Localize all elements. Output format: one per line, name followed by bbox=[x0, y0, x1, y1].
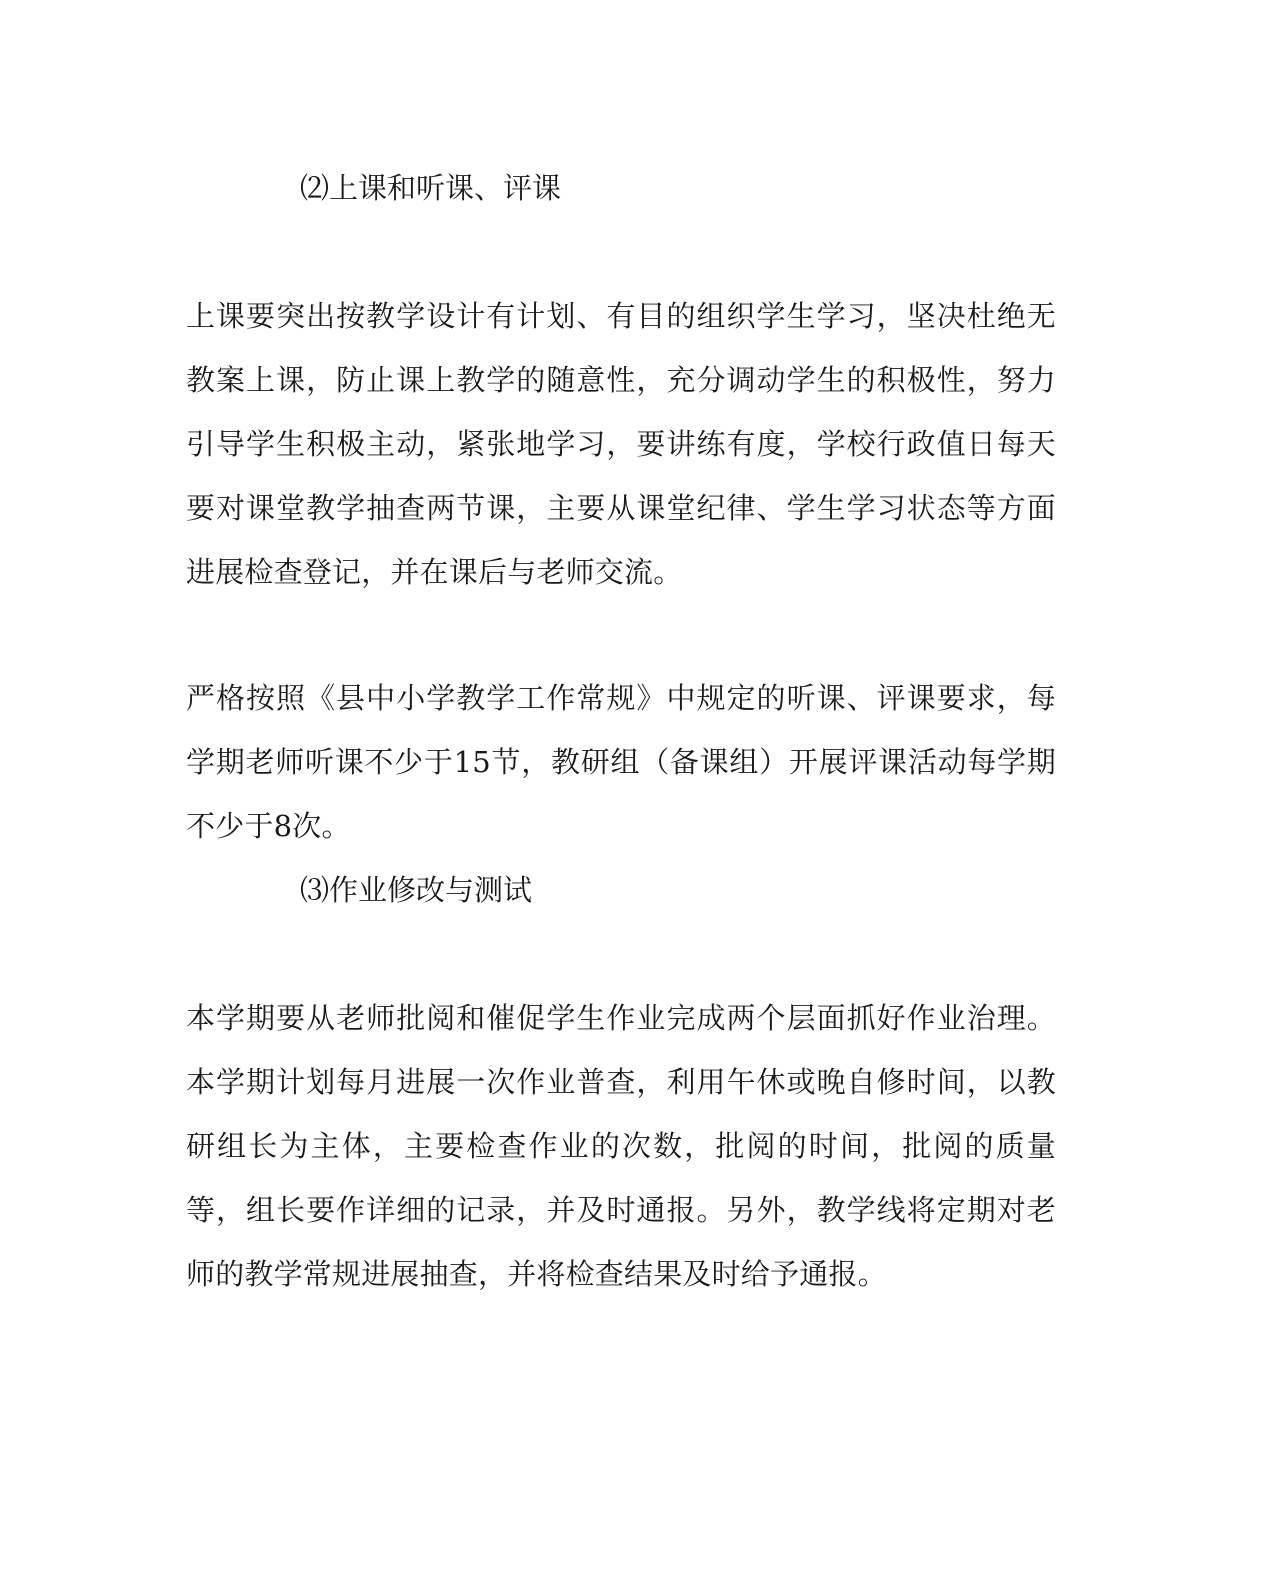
section-title: 上课和听课、评课 bbox=[329, 171, 562, 205]
section-heading-2 bbox=[300, 168, 561, 208]
paragraph-lesson-observation: 严格按照《县中小学教学工作常规》中规定的听课、评课要求，每学期老师听课不少于15节，教研组（备课组）开展评课活动每学期不少于8次。 bbox=[186, 681, 1056, 843]
section-number: ⑵ bbox=[300, 171, 330, 205]
section-number: ⑶ bbox=[300, 873, 330, 907]
paragraph-homework-management: 本学期要从老师批阅和催促学生作业完成两个层面抓好作业治理。本学期计划每月进展一次作业普查，利用午休或晚自修时间，以教研组长为主体，主要检查作业的次数，批阅的时间，批阅的质量等，组长要作详细的记录，并及时通报。另外，教学线将定期对老师的教学常规进展抽查，并将检查结果及时给予通报。 bbox=[186, 1001, 1056, 1291]
section-heading-3 bbox=[300, 870, 532, 910]
paragraph-class-teaching: 上课要突出按教学设计有计划、有目的组织学生学习，坚决杜绝无教案上课，防止课上教学的随意性，充分调动学生的积极性，努力引导学生积极主动，紧张地学习，要讲练有度，学校行政值日每天要对课堂教学抽查两节课，主要从课堂纪律、学生学习状态等方面进展检查登记，并在课后与老师交流。 bbox=[186, 299, 1056, 589]
section-title: 作业修改与测试 bbox=[329, 873, 533, 907]
